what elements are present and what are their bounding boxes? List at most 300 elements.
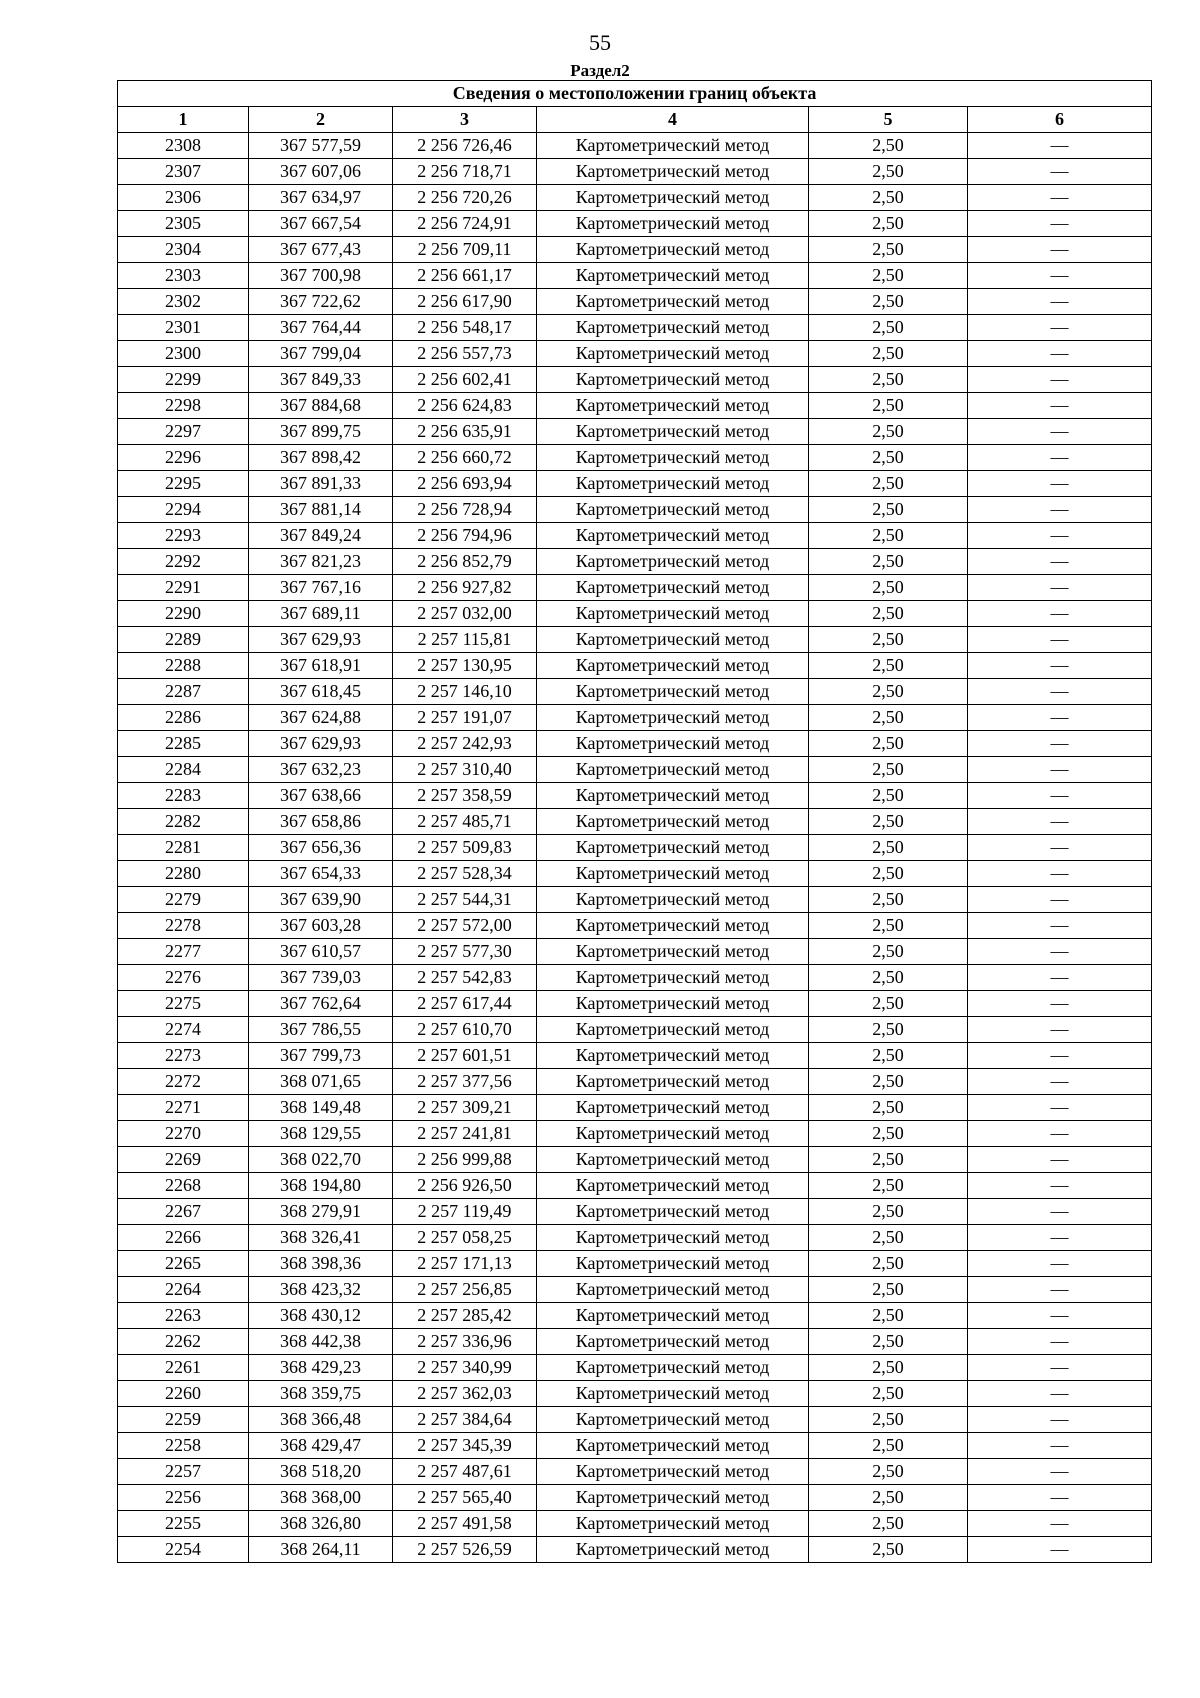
- method-cell: Картометрический метод: [537, 939, 809, 965]
- table-row: [118, 1537, 1152, 1563]
- method-cell: Картометрический метод: [537, 1277, 809, 1303]
- accuracy-cell: 2,50: [809, 705, 968, 731]
- point-number-cell: 2299: [118, 367, 249, 393]
- coord-x-cell: 367 656,36: [249, 835, 393, 861]
- note-cell: —: [968, 627, 1152, 653]
- point-number-cell: 2301: [118, 315, 249, 341]
- coord-x-cell: 368 429,23: [249, 1355, 393, 1381]
- point-number-cell: 2276: [118, 965, 249, 991]
- method-cell: Картометрический метод: [537, 731, 809, 757]
- method-cell: Картометрический метод: [537, 471, 809, 497]
- coord-x-cell: 367 849,33: [249, 367, 393, 393]
- point-number-cell: 2257: [118, 1459, 249, 1485]
- coord-x-cell: 368 194,80: [249, 1173, 393, 1199]
- accuracy-cell: 2,50: [809, 1095, 968, 1121]
- table-row: [118, 1407, 1152, 1433]
- coord-x-cell: 368 442,38: [249, 1329, 393, 1355]
- method-cell: Картометрический метод: [537, 601, 809, 627]
- note-cell: —: [968, 471, 1152, 497]
- note-cell: —: [968, 549, 1152, 575]
- coord-y-cell: 2 256 548,17: [393, 315, 537, 341]
- point-number-cell: 2262: [118, 1329, 249, 1355]
- coord-y-cell: 2 257 310,40: [393, 757, 537, 783]
- coord-y-cell: 2 257 487,61: [393, 1459, 537, 1485]
- note-cell: —: [968, 367, 1152, 393]
- coord-x-cell: 367 891,33: [249, 471, 393, 497]
- coord-y-cell: 2 256 693,94: [393, 471, 537, 497]
- coord-x-cell: 367 654,33: [249, 861, 393, 887]
- table-row: [118, 1121, 1152, 1147]
- section-title: Раздел2: [570, 61, 630, 80]
- table-row: [118, 835, 1152, 861]
- accuracy-cell: 2,50: [809, 367, 968, 393]
- note-cell: —: [968, 861, 1152, 887]
- point-number-cell: 2305: [118, 211, 249, 237]
- note-cell: —: [968, 1433, 1152, 1459]
- coord-y-cell: 2 257 119,49: [393, 1199, 537, 1225]
- table-row: [118, 913, 1152, 939]
- point-number-cell: 2258: [118, 1433, 249, 1459]
- point-number-cell: 2295: [118, 471, 249, 497]
- coord-y-cell: 2 257 610,70: [393, 1017, 537, 1043]
- point-number-cell: 2289: [118, 627, 249, 653]
- coord-y-cell: 2 256 624,83: [393, 393, 537, 419]
- point-number-cell: 2268: [118, 1173, 249, 1199]
- point-number-cell: 2254: [118, 1537, 249, 1563]
- coord-y-cell: 2 257 362,03: [393, 1381, 537, 1407]
- point-number-cell: 2303: [118, 263, 249, 289]
- table-row: [118, 991, 1152, 1017]
- method-cell: Картометрический метод: [537, 1329, 809, 1355]
- accuracy-cell: 2,50: [809, 1225, 968, 1251]
- accuracy-cell: 2,50: [809, 1381, 968, 1407]
- coord-y-cell: 2 257 130,95: [393, 653, 537, 679]
- note-cell: —: [968, 575, 1152, 601]
- coord-x-cell: 367 799,04: [249, 341, 393, 367]
- coord-x-cell: 367 689,11: [249, 601, 393, 627]
- point-number-cell: 2255: [118, 1511, 249, 1537]
- accuracy-cell: 2,50: [809, 1355, 968, 1381]
- point-number-cell: 2260: [118, 1381, 249, 1407]
- accuracy-cell: 2,50: [809, 1277, 968, 1303]
- accuracy-cell: 2,50: [809, 1043, 968, 1069]
- note-cell: —: [968, 445, 1152, 471]
- table-row: [118, 1329, 1152, 1355]
- accuracy-cell: 2,50: [809, 159, 968, 185]
- table-row: [118, 211, 1152, 237]
- coord-y-cell: 2 256 718,71: [393, 159, 537, 185]
- coord-x-cell: 368 429,47: [249, 1433, 393, 1459]
- note-cell: —: [968, 913, 1152, 939]
- accuracy-cell: 2,50: [809, 1329, 968, 1355]
- method-cell: Картометрический метод: [537, 991, 809, 1017]
- coord-x-cell: 367 667,54: [249, 211, 393, 237]
- point-number-cell: 2281: [118, 835, 249, 861]
- coord-x-cell: 367 764,44: [249, 315, 393, 341]
- method-cell: Картометрический метод: [537, 1485, 809, 1511]
- point-number-cell: 2300: [118, 341, 249, 367]
- method-cell: Картометрический метод: [537, 289, 809, 315]
- coord-x-cell: 367 629,93: [249, 731, 393, 757]
- coord-y-cell: 2 257 309,21: [393, 1095, 537, 1121]
- accuracy-cell: 2,50: [809, 549, 968, 575]
- coord-y-cell: 2 257 601,51: [393, 1043, 537, 1069]
- accuracy-cell: 2,50: [809, 1459, 968, 1485]
- point-number-cell: 2270: [118, 1121, 249, 1147]
- table-row: [118, 1251, 1152, 1277]
- method-cell: Картометрический метод: [537, 1043, 809, 1069]
- note-cell: —: [968, 939, 1152, 965]
- coord-y-cell: 2 256 999,88: [393, 1147, 537, 1173]
- table-row: [118, 419, 1152, 445]
- point-number-cell: 2274: [118, 1017, 249, 1043]
- coord-x-cell: 367 799,73: [249, 1043, 393, 1069]
- table-caption-row: [118, 81, 1152, 107]
- method-cell: Картометрический метод: [537, 1407, 809, 1433]
- note-cell: —: [968, 1381, 1152, 1407]
- coord-y-cell: 2 257 572,00: [393, 913, 537, 939]
- table-row: [118, 705, 1152, 731]
- note-cell: —: [968, 1277, 1152, 1303]
- table-row: [118, 289, 1152, 315]
- point-number-cell: 2269: [118, 1147, 249, 1173]
- method-cell: Картометрический метод: [537, 1147, 809, 1173]
- note-cell: —: [968, 731, 1152, 757]
- point-number-cell: 2296: [118, 445, 249, 471]
- table-row: [118, 887, 1152, 913]
- coord-y-cell: 2 257 491,58: [393, 1511, 537, 1537]
- method-cell: Картометрический метод: [537, 1459, 809, 1485]
- note-cell: —: [968, 393, 1152, 419]
- accuracy-cell: 2,50: [809, 575, 968, 601]
- accuracy-cell: 2,50: [809, 783, 968, 809]
- column-header-5: 5: [809, 107, 968, 133]
- coord-y-cell: 2 257 241,81: [393, 1121, 537, 1147]
- point-number-cell: 2265: [118, 1251, 249, 1277]
- table-row: [118, 965, 1152, 991]
- note-cell: —: [968, 991, 1152, 1017]
- coord-y-cell: 2 257 485,71: [393, 809, 537, 835]
- coord-y-cell: 2 256 617,90: [393, 289, 537, 315]
- table-row: [118, 1459, 1152, 1485]
- coord-x-cell: 367 607,06: [249, 159, 393, 185]
- point-number-cell: 2283: [118, 783, 249, 809]
- table-row: [118, 237, 1152, 263]
- point-number-cell: 2256: [118, 1485, 249, 1511]
- point-number-cell: 2277: [118, 939, 249, 965]
- method-cell: Картометрический метод: [537, 783, 809, 809]
- table-row: [118, 1017, 1152, 1043]
- coord-x-cell: 367 618,91: [249, 653, 393, 679]
- coord-y-cell: 2 257 242,93: [393, 731, 537, 757]
- accuracy-cell: 2,50: [809, 1199, 968, 1225]
- point-number-cell: 2286: [118, 705, 249, 731]
- note-cell: —: [968, 1199, 1152, 1225]
- method-cell: Картометрический метод: [537, 1225, 809, 1251]
- table-row: [118, 1303, 1152, 1329]
- accuracy-cell: 2,50: [809, 1511, 968, 1537]
- note-cell: —: [968, 965, 1152, 991]
- accuracy-cell: 2,50: [809, 1147, 968, 1173]
- table-row: [118, 1173, 1152, 1199]
- method-cell: Картометрический метод: [537, 237, 809, 263]
- coord-x-cell: 367 849,24: [249, 523, 393, 549]
- accuracy-cell: 2,50: [809, 887, 968, 913]
- point-number-cell: 2307: [118, 159, 249, 185]
- coord-x-cell: 367 639,90: [249, 887, 393, 913]
- point-number-cell: 2288: [118, 653, 249, 679]
- method-cell: Картометрический метод: [537, 549, 809, 575]
- table-row: [118, 549, 1152, 575]
- accuracy-cell: 2,50: [809, 601, 968, 627]
- coord-x-cell: 368 279,91: [249, 1199, 393, 1225]
- coord-y-cell: 2 256 709,11: [393, 237, 537, 263]
- coord-y-cell: 2 257 115,81: [393, 627, 537, 653]
- coord-y-cell: 2 256 724,91: [393, 211, 537, 237]
- method-cell: Картометрический метод: [537, 341, 809, 367]
- point-number-cell: 2271: [118, 1095, 249, 1121]
- coord-x-cell: 367 618,45: [249, 679, 393, 705]
- note-cell: —: [968, 133, 1152, 159]
- coord-y-cell: 2 256 927,82: [393, 575, 537, 601]
- accuracy-cell: 2,50: [809, 419, 968, 445]
- accuracy-cell: 2,50: [809, 289, 968, 315]
- accuracy-cell: 2,50: [809, 185, 968, 211]
- coord-y-cell: 2 257 526,59: [393, 1537, 537, 1563]
- table-row: [118, 627, 1152, 653]
- method-cell: Картометрический метод: [537, 1303, 809, 1329]
- method-cell: Картометрический метод: [537, 757, 809, 783]
- point-number-cell: 2308: [118, 133, 249, 159]
- coord-x-cell: 367 898,42: [249, 445, 393, 471]
- coord-y-cell: 2 257 171,13: [393, 1251, 537, 1277]
- point-number-cell: 2304: [118, 237, 249, 263]
- note-cell: —: [968, 289, 1152, 315]
- coord-x-cell: 368 368,00: [249, 1485, 393, 1511]
- note-cell: —: [968, 1511, 1152, 1537]
- coord-y-cell: 2 257 256,85: [393, 1277, 537, 1303]
- coord-y-cell: 2 257 285,42: [393, 1303, 537, 1329]
- coord-y-cell: 2 257 345,39: [393, 1433, 537, 1459]
- table-row: [118, 1199, 1152, 1225]
- table-row: [118, 315, 1152, 341]
- table-body: [118, 133, 1152, 1563]
- table-row: [118, 497, 1152, 523]
- method-cell: Картометрический метод: [537, 1069, 809, 1095]
- method-cell: Картометрический метод: [537, 679, 809, 705]
- note-cell: —: [968, 601, 1152, 627]
- column-header-2: 2: [249, 107, 393, 133]
- coord-x-cell: 368 022,70: [249, 1147, 393, 1173]
- coord-y-cell: 2 257 358,59: [393, 783, 537, 809]
- note-cell: —: [968, 185, 1152, 211]
- accuracy-cell: 2,50: [809, 1251, 968, 1277]
- note-cell: —: [968, 757, 1152, 783]
- method-cell: Картометрический метод: [537, 1433, 809, 1459]
- table-row: [118, 1095, 1152, 1121]
- point-number-cell: 2266: [118, 1225, 249, 1251]
- note-cell: —: [968, 237, 1152, 263]
- note-cell: —: [968, 1147, 1152, 1173]
- table-row: [118, 1043, 1152, 1069]
- note-cell: —: [968, 679, 1152, 705]
- accuracy-cell: 2,50: [809, 965, 968, 991]
- accuracy-cell: 2,50: [809, 653, 968, 679]
- coord-x-cell: 367 634,97: [249, 185, 393, 211]
- coord-y-cell: 2 257 542,83: [393, 965, 537, 991]
- method-cell: Картометрический метод: [537, 1251, 809, 1277]
- point-number-cell: 2290: [118, 601, 249, 627]
- accuracy-cell: 2,50: [809, 1407, 968, 1433]
- column-header-3: 3: [393, 107, 537, 133]
- accuracy-cell: 2,50: [809, 1537, 968, 1563]
- point-number-cell: 2272: [118, 1069, 249, 1095]
- note-cell: —: [968, 1485, 1152, 1511]
- method-cell: Картометрический метод: [537, 1173, 809, 1199]
- method-cell: Картометрический метод: [537, 497, 809, 523]
- table-row: [118, 939, 1152, 965]
- table-row: [118, 523, 1152, 549]
- coord-y-cell: 2 256 635,91: [393, 419, 537, 445]
- note-cell: —: [968, 1355, 1152, 1381]
- coord-x-cell: 368 326,41: [249, 1225, 393, 1251]
- point-number-cell: 2264: [118, 1277, 249, 1303]
- coord-x-cell: 367 577,59: [249, 133, 393, 159]
- point-number-cell: 2291: [118, 575, 249, 601]
- method-cell: Картометрический метод: [537, 1095, 809, 1121]
- table-row: [118, 1511, 1152, 1537]
- accuracy-cell: 2,50: [809, 1017, 968, 1043]
- accuracy-cell: 2,50: [809, 1485, 968, 1511]
- accuracy-cell: 2,50: [809, 991, 968, 1017]
- note-cell: —: [968, 497, 1152, 523]
- table-row: [118, 1485, 1152, 1511]
- table-row: [118, 1355, 1152, 1381]
- accuracy-cell: 2,50: [809, 731, 968, 757]
- accuracy-cell: 2,50: [809, 835, 968, 861]
- method-cell: Картометрический метод: [537, 861, 809, 887]
- accuracy-cell: 2,50: [809, 1121, 968, 1147]
- accuracy-cell: 2,50: [809, 471, 968, 497]
- column-header-1: 1: [118, 107, 249, 133]
- note-cell: —: [968, 211, 1152, 237]
- method-cell: Картометрический метод: [537, 1537, 809, 1563]
- table-row: [118, 783, 1152, 809]
- method-cell: Картометрический метод: [537, 1381, 809, 1407]
- point-number-cell: 2263: [118, 1303, 249, 1329]
- note-cell: —: [968, 315, 1152, 341]
- method-cell: Картометрический метод: [537, 653, 809, 679]
- accuracy-cell: 2,50: [809, 679, 968, 705]
- table-row: [118, 133, 1152, 159]
- accuracy-cell: 2,50: [809, 757, 968, 783]
- table-row: [118, 341, 1152, 367]
- table-row: [118, 653, 1152, 679]
- method-cell: Картометрический метод: [537, 1121, 809, 1147]
- accuracy-cell: 2,50: [809, 211, 968, 237]
- coord-y-cell: 2 256 726,46: [393, 133, 537, 159]
- point-number-cell: 2298: [118, 393, 249, 419]
- coord-x-cell: 367 658,86: [249, 809, 393, 835]
- note-cell: —: [968, 1017, 1152, 1043]
- note-cell: —: [968, 783, 1152, 809]
- coord-y-cell: 2 256 660,72: [393, 445, 537, 471]
- coord-y-cell: 2 257 032,00: [393, 601, 537, 627]
- table-row: [118, 1225, 1152, 1251]
- method-cell: Картометрический метод: [537, 445, 809, 471]
- point-number-cell: 2275: [118, 991, 249, 1017]
- table-row: [118, 731, 1152, 757]
- note-cell: —: [968, 1121, 1152, 1147]
- table-row: [118, 1433, 1152, 1459]
- accuracy-cell: 2,50: [809, 341, 968, 367]
- accuracy-cell: 2,50: [809, 133, 968, 159]
- method-cell: Картометрический метод: [537, 393, 809, 419]
- table-row: [118, 861, 1152, 887]
- coord-x-cell: 367 638,66: [249, 783, 393, 809]
- point-number-cell: 2279: [118, 887, 249, 913]
- coord-y-cell: 2 257 340,99: [393, 1355, 537, 1381]
- coord-x-cell: 368 359,75: [249, 1381, 393, 1407]
- method-cell: Картометрический метод: [537, 133, 809, 159]
- coord-x-cell: 368 149,48: [249, 1095, 393, 1121]
- note-cell: —: [968, 705, 1152, 731]
- method-cell: Картометрический метод: [537, 1199, 809, 1225]
- coord-x-cell: 367 610,57: [249, 939, 393, 965]
- method-cell: Картометрический метод: [537, 367, 809, 393]
- table-header-row: [118, 107, 1152, 133]
- note-cell: —: [968, 523, 1152, 549]
- page-number: 55: [589, 30, 611, 55]
- method-cell: Картометрический метод: [537, 1017, 809, 1043]
- note-cell: —: [968, 809, 1152, 835]
- table-row: [118, 1147, 1152, 1173]
- coord-y-cell: 2 256 720,26: [393, 185, 537, 211]
- method-cell: Картометрический метод: [537, 1511, 809, 1537]
- column-header-4: 4: [537, 107, 809, 133]
- coord-y-cell: 2 257 528,34: [393, 861, 537, 887]
- method-cell: Картометрический метод: [537, 965, 809, 991]
- coord-x-cell: 367 629,93: [249, 627, 393, 653]
- point-number-cell: 2259: [118, 1407, 249, 1433]
- coord-x-cell: 368 366,48: [249, 1407, 393, 1433]
- method-cell: Картометрический метод: [537, 1355, 809, 1381]
- coord-x-cell: 368 264,11: [249, 1537, 393, 1563]
- coord-y-cell: 2 257 509,83: [393, 835, 537, 861]
- coord-y-cell: 2 257 146,10: [393, 679, 537, 705]
- coord-x-cell: 368 430,12: [249, 1303, 393, 1329]
- coord-y-cell: 2 257 617,44: [393, 991, 537, 1017]
- accuracy-cell: 2,50: [809, 1173, 968, 1199]
- point-number-cell: 2297: [118, 419, 249, 445]
- coord-x-cell: 368 518,20: [249, 1459, 393, 1485]
- coord-x-cell: 367 624,88: [249, 705, 393, 731]
- coord-x-cell: 367 700,98: [249, 263, 393, 289]
- point-number-cell: 2280: [118, 861, 249, 887]
- coord-y-cell: 2 257 336,96: [393, 1329, 537, 1355]
- point-number-cell: 2292: [118, 549, 249, 575]
- point-number-cell: 2282: [118, 809, 249, 835]
- method-cell: Картометрический метод: [537, 419, 809, 445]
- coord-x-cell: 367 881,14: [249, 497, 393, 523]
- note-cell: —: [968, 419, 1152, 445]
- accuracy-cell: 2,50: [809, 393, 968, 419]
- coord-x-cell: 367 603,28: [249, 913, 393, 939]
- note-cell: —: [968, 887, 1152, 913]
- point-number-cell: 2306: [118, 185, 249, 211]
- coord-y-cell: 2 256 926,50: [393, 1173, 537, 1199]
- note-cell: —: [968, 1537, 1152, 1563]
